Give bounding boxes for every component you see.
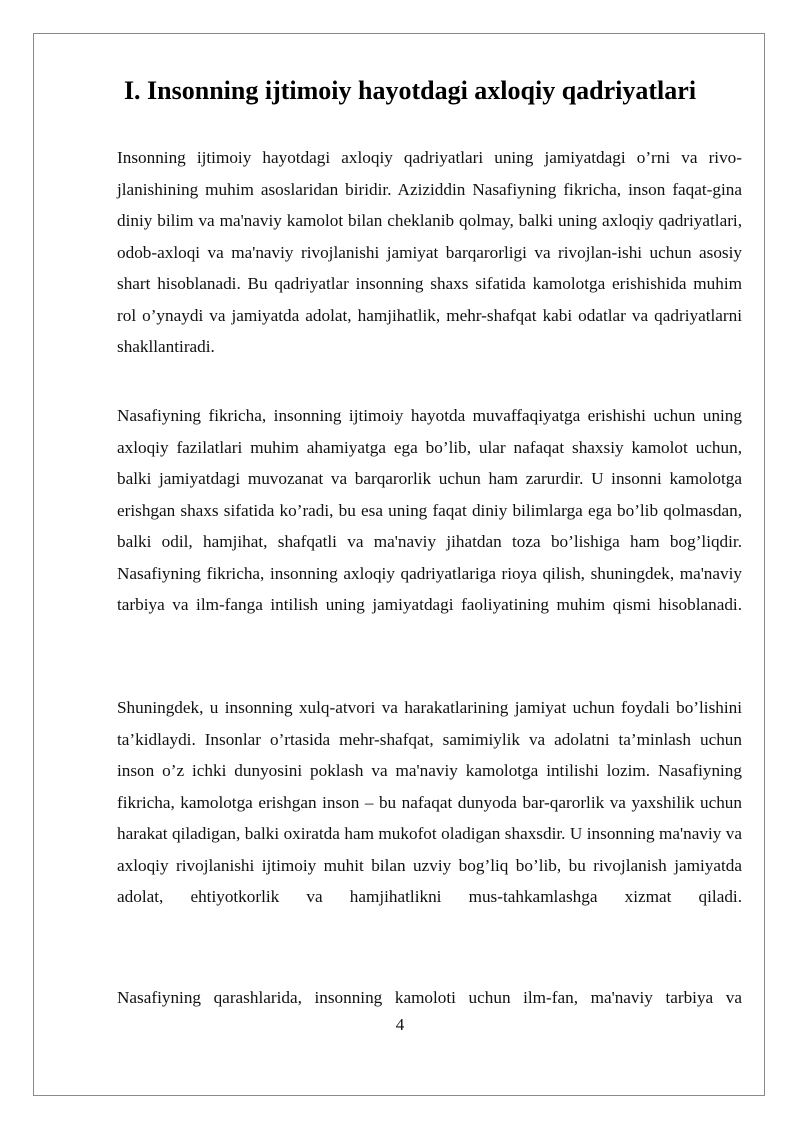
paragraph-2: Nasafiyning fikricha, insonning ijtimoiy hayotda muvaffaqiyatga erishishi uchun uning axloqiy fazilatlari muhim ahamiyatga ega bo’lib, ular nafaqat shaxsiy kamolot uchun, balki jamiyatdagi muvozanat va barqarorlik uchun ham zarurdir. U insonni kamolotga erishgan shaxs sifatida ko’radi, bu esa uning faqat diniy bilimlarga ega bo’lib qolmasdan, balki odil, hamjihat, shafqatli va ma'naviy jihatdan toza bo’lishiga ham bog’liqdir. Nasafiyning fikricha, insonning axloqiy qadriyatlariga rioya qilish, shuningdek, ma'naviy tarbiya va ilm-fanga intilish uning jamiyatdagi faoliyatining muhim qismi hisoblanadi.: [117, 406, 742, 614]
paragraph-1: Insonning ijtimoiy hayotdagi axloqiy qadriyatlari uning jamiyatdagi o’rni va rivo-jlanishining muhim asoslaridan biridir. Aziziddin Nasafiyning fikricha, inson faqat-gina diniy bilim va ma'naviy kamolot bilan cheklanib qolmay, balki uning axloqiy qadriyatlari, odob-axloqi va ma'naviy rivojlanishi jamiyat barqarorligi va rivojlan-ishi uchun asosiy shart hisoblanadi. Bu qadriyatlar insonning shaxs sifatida kamolotga erishishida muhim rol o’ynaydi va jamiyatda adolat, hamjihatlik, mehr-shafqat kabi odatlar va qadriyatlarni shakllantiradi.: [117, 148, 742, 356]
paragraph-4: Nasafiyning qarashlarida, insonning kamoloti uchun ilm-fan, ma'naviy tarbiya va: [117, 988, 742, 1007]
paragraph-3: Shuningdek, u insonning xulq-atvori va harakatlarining jamiyat uchun foydali bo’lishini ta’kidlaydi. Insonlar o’rtasida mehr-shafqat, samimiylik va adolatni ta’minlash uchun inson o’z ichki dunyosini poklash va ma'naviy kamolotga intilishi lozim. Nasafiyning fikricha, kamolotga erishgan inson – bu nafaqat dunyoda bar-qarorlik va yaxshilik uchun harakat qiladigan, balki oxiratda ham mukofot oladigan shaxsdir. U insonning ma'naviy va axloqiy rivojlanishi ijtimoiy muhit bilan uzviy bog’liq bo’lib, bu rivojlanish jamiyatda adolat, ehtiyotkorlik va hamjihatlikni mus-tahkamlashga xizmat qiladi.: [117, 698, 742, 906]
document-title: I. Insonning ijtimoiy hayotdagi axloqiy qadriyatlari: [123, 76, 697, 105]
page-number: 4: [395, 1015, 405, 1034]
